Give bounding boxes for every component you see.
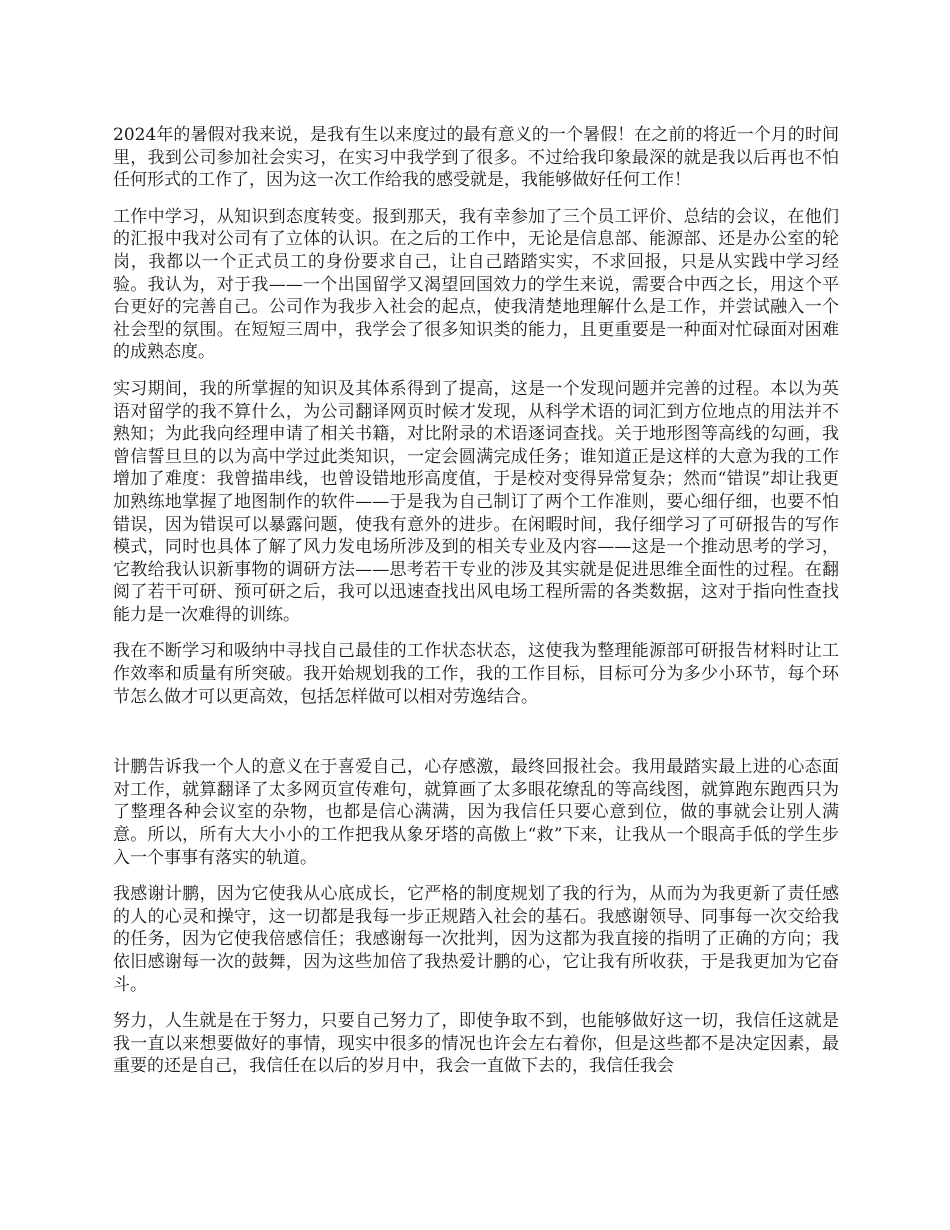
paragraph-1: 2024年的暑假对我来说，是我有生以来度过的最有意义的一个暑假！在之前的将近一个月的时间里，我到公司参加社会实习，在实习中我学到了很多。不过给我印象最深的就是我以后再也不怕任何形式的工作了，因为这一次工作给我的感受就是，我能够做好任何工作！ (113, 125, 839, 191)
paragraph-2: 工作中学习，从知识到态度转变。报到那天，我有幸参加了三个员工评价、总结的会议，在他们的汇报中我对公司有了立体的认识。在之后的工作中，无论是信息部、能源部、还是办公室的轮岗，我都以一个正式员工的身份要求自己，让自己踏踏实实，不求回报，只是从实践中学习经验。我认为，对于我——一个出国留学又渴望回国效力的学生来说，需要合中西之长，用这个平台更好的完善自己。公司作为我步入社会的起点，使我清楚地理解什么是工作，并尝试融入一个社会型的氛围。在短短三周中，我学会了很多知识类的能力，且更重要是一种面对忙碌面对困难的成熟态度。 (113, 206, 839, 363)
paragraph-5: 计鹏告诉我一个人的意义在于喜爱自己，心存感激，最终回报社会。我用最踏实最上进的心态面对工作，就算翻译了太多网页宣传难句，就算画了太多眼花缭乱的等高线图，就算跑东跑西只为了整理各种会议室的杂物，也都是信心满满，因为我信任只要心意到位，做的事就会让别人满意。所以，所有大大小小的工作把我从象牙塔的高傲上“救”下来，让我从一个眼高手低的学生步入一个事事有落实的轨道。 (113, 757, 839, 868)
section-gap (113, 722, 839, 756)
paragraph-7: 努力，人生就是在于努力，只要自己努力了，即使争取不到，也能够做好这一切，我信任这就是我一直以来想要做好的事情，现实中很多的情况也许会左右着你，但是这些都不是决定因素，最重要的还是自己，我信任在以后的岁月中，我会一直做下去的，我信任我会 (113, 1011, 839, 1077)
paragraph-3: 实习期间，我的所掌握的知识及其体系得到了提高，这是一个发现问题并完善的过程。本以为英语对留学的我不算什么，为公司翻译网页时候才发现，从科学术语的词汇到方位地点的用法并不熟知；为此我向经理申请了相关书籍，对比附录的术语逐词查找。关于地形图等高线的勾画，我曾信誓旦旦的以为高中学过此类知识，一定会圆满完成任务；谁知道正是这样的大意为我的工作增加了难度：我曾描串线，也曾设错地形高度值，于是校对变得异常复杂；然而“错误”却让我更加熟练地掌握了地图制作的软件——于是我为自己制订了两个工作准则，要心细仔细，也要不怕错误，因为错误可以暴露问题，使我有意外的进步。在闲暇时间，我仔细学习了可研报告的写作模式，同时也具体了解了风力发电场所涉及到的相关专业及内容——这是一个推动思考的学习，它教给我认识新事物的调研方法——思考若干专业的涉及其实就是促进思维全面性的过程。在翻阅了若干可研、预可研之后，我可以迅速查找出风电场工程所需的各类数据，这对于指向性查找能力是一次难得的训练。 (113, 378, 839, 625)
document-body (113, 124, 839, 1092)
paragraph-4: 我在不断学习和吸纳中寻找自己最佳的工作状态状态，这使我为整理能源部可研报告材料时让工作效率和质量有所突破。我开始规划我的工作，我的工作目标，目标可分为多少小环节，每个环节怎么做才可以更高效，包括怎样做可以相对劳逸结合。 (113, 641, 839, 707)
paragraph-6: 我感谢计鹏，因为它使我从心底成长，它严格的制度规划了我的行为，从而为为我更新了责任感的人的心灵和操守，这一切都是我每一步正规踏入社会的基石。我感谢领导、同事每一次交给我的任务，因为它使我倍感信任；我感谢每一次批判，因为这都为我直接的指明了正确的方向；我依旧感谢每一次的鼓舞，因为这些加倍了我热爱计鹏的心，它让我有所收获，于是我更加为它奋斗。 (113, 884, 839, 995)
